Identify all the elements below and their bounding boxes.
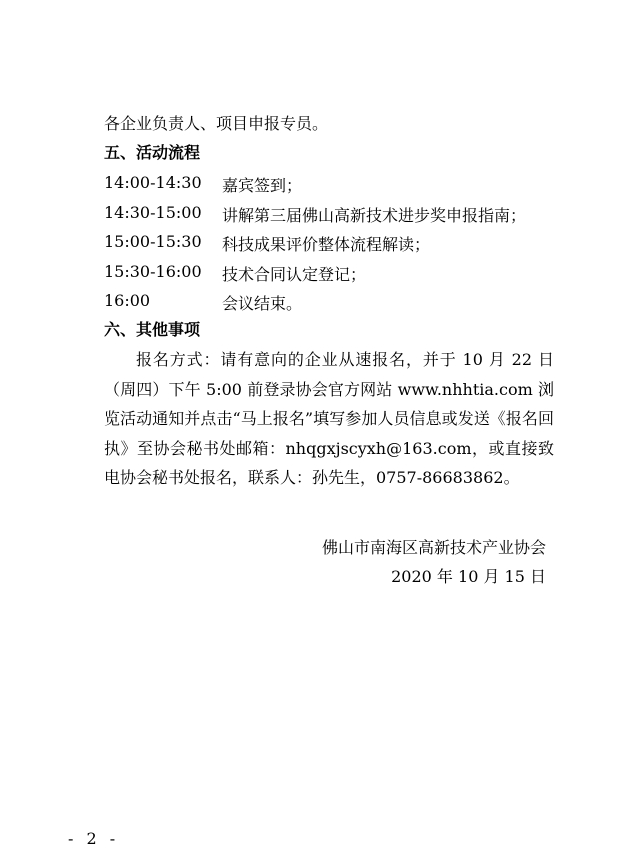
intro-line: 各企业负责人、项目申报专员。 xyxy=(104,114,329,133)
page-number: - 2 - xyxy=(68,829,120,848)
schedule-time: 15:30-16:00 xyxy=(104,262,202,281)
schedule-desc: 技术合同认定登记； xyxy=(222,265,367,284)
schedule-desc: 会议结束。 xyxy=(222,294,303,313)
schedule-desc: 嘉宾签到； xyxy=(222,176,303,195)
schedule-desc: 科技成果评价整体流程解读； xyxy=(222,235,431,254)
schedule-desc: 讲解第三届佛山高新技术进步奖申报指南； xyxy=(222,206,527,225)
signature-date: 2020 年 10 月 15 日 xyxy=(391,567,546,586)
signature-org: 佛山市南海区高新技术产业协会 xyxy=(321,538,546,557)
section-5-heading: 五、活动流程 xyxy=(104,143,201,162)
schedule-time: 15:00-15:30 xyxy=(104,232,202,251)
schedule-time: 16:00 xyxy=(104,291,151,310)
section-6-heading: 六、其他事项 xyxy=(104,320,201,339)
schedule-time: 14:30-15:00 xyxy=(104,203,202,222)
schedule-time: 14:00-14:30 xyxy=(104,173,202,192)
registration-paragraph: 报名方式：请有意向的企业从速报名，并于 10 月 22 日（周四）下午 5:00 前登录协会官方网站 www.nhhtia.com 浏览活动通知并点击“马上报名”填写参加人员信息或发送《报名回执》至协会秘书处邮箱：nhqgxjscyxh@163.com，或直接致电协会秘书处报名，联系人：孙先生，0757-86683862。 xyxy=(104,350,554,487)
